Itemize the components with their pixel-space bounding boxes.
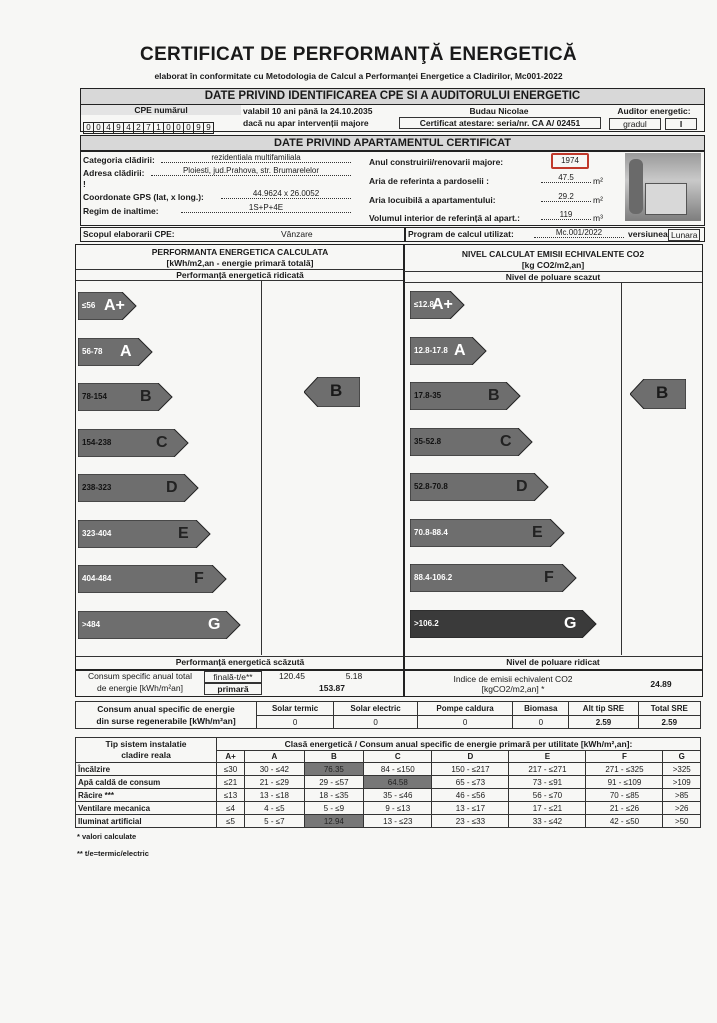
class-letter-header: F xyxy=(586,751,663,763)
cpe-digit: 9 xyxy=(203,122,214,134)
co2-divider xyxy=(621,282,622,655)
purpose-label: Scopul elaborarii CPE: xyxy=(83,229,175,239)
co2-panel xyxy=(403,244,703,671)
final-label: finală-t/e** xyxy=(204,671,262,683)
band-letter: G xyxy=(208,615,221,633)
cpe-digit: 2 xyxy=(133,122,144,134)
band-range: ≤12.8 xyxy=(414,300,434,309)
table-row xyxy=(76,776,701,789)
class-cell: >325 xyxy=(663,763,701,776)
co2-index-value: 24.89 xyxy=(650,679,672,689)
cpe-digit: 9 xyxy=(193,122,204,134)
page-subtitle: elaborat în conformitate cu Metodologia de Calcul a Performanței Energetice a Cladirilor, Mc001-2022 xyxy=(154,71,563,81)
ref-area-value: 47.5 xyxy=(541,173,591,183)
co2-class-letter: B xyxy=(656,383,669,402)
class-cell: 65 - ≤73 xyxy=(432,776,509,789)
class-cell: 5 - ≤9 xyxy=(304,802,364,815)
band-letter: D xyxy=(166,479,178,496)
class-cell: 46 - ≤56 xyxy=(432,789,509,802)
class-cell: 5 - ≤7 xyxy=(245,815,305,828)
band-range: 78-154 xyxy=(82,392,107,401)
version-value: Lunara xyxy=(668,229,700,241)
apartment-heading: DATE PRIVIND APARTAMENTUL CERTIFICAT xyxy=(80,135,705,152)
band-a xyxy=(78,338,154,366)
sre-header: Pompe caldura xyxy=(417,702,512,716)
band-range: ≤56 xyxy=(82,301,96,310)
cpe-digit: 7 xyxy=(143,122,154,134)
class-cell: 13 - ≤23 xyxy=(364,815,432,828)
class-cell: 12.94 xyxy=(304,815,364,828)
volume-label: Volumul interior de referință al apart.: xyxy=(369,213,520,223)
address-extra: ! xyxy=(83,179,86,189)
class-cell: 23 - ≤33 xyxy=(432,815,509,828)
class-cell: 9 - ≤13 xyxy=(364,802,432,815)
co2-heading2: [kg CO2/m2,an] xyxy=(521,260,585,270)
auditor-label: Auditor energetic: xyxy=(617,106,691,116)
identification-block xyxy=(80,104,705,132)
sre-value: 0 xyxy=(334,716,418,729)
energy-class-indicator xyxy=(304,377,360,412)
class-cell: 4 - ≤5 xyxy=(245,802,305,815)
band-range: 52.8-70.8 xyxy=(414,482,448,491)
band-range: >484 xyxy=(82,619,101,629)
class-cell: 73 - ≤91 xyxy=(509,776,586,789)
class-cell: 70 - ≤85 xyxy=(586,789,663,802)
energy-footer: Performanță energetică scăzută xyxy=(76,656,404,667)
class-letter-header: D xyxy=(432,751,509,763)
class-cell: >85 xyxy=(663,789,701,802)
year-label: Anul construirii/renovarii majore: xyxy=(369,157,504,167)
cpe-digit: 0 xyxy=(173,122,184,134)
class-cell: >50 xyxy=(663,815,701,828)
grade-value: I xyxy=(665,118,697,130)
cpe-digit: 4 xyxy=(103,122,114,134)
co2-class-indicator xyxy=(630,379,686,414)
band-range: 12.8-17.8 xyxy=(414,345,448,355)
consumption-block xyxy=(75,669,405,697)
purpose-value: Vânzare xyxy=(281,229,313,239)
class-letter-header: A xyxy=(245,751,305,763)
class-letter-header: A+ xyxy=(217,751,245,763)
category-label: Categoria clădirii: xyxy=(83,155,155,165)
band-range: 70.8-88.4 xyxy=(414,527,448,537)
band-letter: A+ xyxy=(104,297,125,314)
height-value: 1S+P+4E xyxy=(181,203,351,213)
cpe-digit: 0 xyxy=(83,122,94,134)
class-letter-header: C xyxy=(364,751,432,763)
sre-value: 0 xyxy=(417,716,512,729)
energy-heading2: [kWh/m2,an - energie primară totală] xyxy=(166,258,314,268)
building-photo xyxy=(625,153,701,221)
class-cell: 42 - ≤50 xyxy=(586,815,663,828)
primary-value: 153.87 xyxy=(319,683,345,693)
sre-value: 2.59 xyxy=(638,716,700,729)
validity-line1: valabil 10 ani până la 24.10.2035 xyxy=(243,106,373,116)
ref-area-unit: m² xyxy=(593,176,603,186)
class-cell: 21 - ≤29 xyxy=(245,776,305,789)
system-name: Iluminat artificial xyxy=(76,815,217,828)
band-range: 238-323 xyxy=(82,483,112,492)
table-row xyxy=(76,815,701,828)
band-range: >106.2 xyxy=(414,618,439,628)
living-area-unit: m² xyxy=(593,195,603,205)
energy-panel xyxy=(75,244,405,671)
cpe-digit: 0 xyxy=(93,122,104,134)
renewables-label xyxy=(76,702,257,729)
height-label: Regim de inaltime: xyxy=(83,206,159,216)
class-cell: 56 - ≤70 xyxy=(509,789,586,802)
system-name: Apă caldă de consum xyxy=(76,776,217,789)
class-cell: >109 xyxy=(663,776,701,789)
class-cell: 30 - ≤42 xyxy=(245,763,305,776)
grade-label: gradul xyxy=(609,118,661,130)
class-cell: ≤5 xyxy=(217,815,245,828)
co2-index-label1: Indice de emisii echivalent CO2 xyxy=(453,674,573,684)
class-cell: 21 - ≤26 xyxy=(586,802,663,815)
attestation: Certificat atestare: seria/nr. CA A/ 02451 xyxy=(399,117,601,129)
band-c xyxy=(410,428,534,456)
class-letter-header: E xyxy=(509,751,586,763)
consumption-label2: de energie [kWh/m²an] xyxy=(97,683,183,693)
class-cell: 150 - ≤217 xyxy=(432,763,509,776)
band-letter: F xyxy=(194,570,204,587)
living-area-value: 29.2 xyxy=(541,192,591,202)
band-letter: E xyxy=(532,523,543,541)
renewables-label1: Consum anual specific de energie xyxy=(97,704,235,714)
renewables-label2: din surse regenerabile [kWh/m²an] xyxy=(96,716,236,726)
sre-value: 0 xyxy=(257,716,334,729)
class-letter-header: G xyxy=(663,751,701,763)
cpe-digit: 0 xyxy=(163,122,174,134)
living-area-label: Aria locuibilă a apartamentului: xyxy=(369,195,496,205)
program-value: Mc.001/2022 xyxy=(534,228,624,238)
table-row xyxy=(76,763,701,776)
system-name: Ventilare mecanica xyxy=(76,802,217,815)
address-value: Ploiesti, jud.Prahova, str. Brumarelelor xyxy=(151,166,351,176)
band-letter: G xyxy=(564,614,577,632)
sre-header: Solar electric xyxy=(334,702,418,716)
band-letter: E xyxy=(178,524,189,542)
band-e xyxy=(78,520,212,548)
band-f xyxy=(78,565,228,593)
band-b xyxy=(78,383,174,411)
class-cell: ≤4 xyxy=(217,802,245,815)
cpe-digit: 1 xyxy=(153,122,164,134)
band-d xyxy=(78,474,200,502)
program-block xyxy=(405,227,705,242)
system-label2: cladire reala xyxy=(121,750,171,760)
system-name: Încălzire xyxy=(76,763,217,776)
band-aplus xyxy=(78,292,138,320)
band-letter: F xyxy=(544,569,554,586)
band-g xyxy=(78,611,242,639)
band-aplus xyxy=(410,291,466,319)
gps-label: Coordonate GPS (lat, x long.): xyxy=(83,192,204,202)
system-label1: Tip sistem instalatie xyxy=(105,739,187,749)
band-range: 56-78 xyxy=(82,346,103,356)
version-label: versiunea xyxy=(628,229,668,239)
sre-header: Total SRE xyxy=(638,702,700,716)
co2-heading3: Nivel de poluare scazut xyxy=(404,271,702,283)
band-letter: C xyxy=(156,433,168,451)
band-e xyxy=(410,519,566,547)
cpe-number xyxy=(83,117,213,135)
cpe-label: CPE numărul xyxy=(81,105,241,115)
class-cell: 217 - ≤271 xyxy=(509,763,586,776)
class-cell: ≤21 xyxy=(217,776,245,789)
apartment-block xyxy=(80,150,705,226)
table-row xyxy=(76,802,701,815)
band-c xyxy=(78,429,190,457)
page-title: CERTIFICAT DE PERFORMANŢĂ ENERGETICĂ xyxy=(140,44,577,65)
band-d xyxy=(410,473,550,501)
band-letter: C xyxy=(500,432,512,450)
validity-line2: dacă nu apar intervenții majore xyxy=(243,118,369,128)
band-letter: B xyxy=(140,388,152,405)
volume-unit: m³ xyxy=(593,213,603,223)
identification-heading: DATE PRIVIND IDENTIFICAREA CPE SI A AUDITORULUI ENERGETIC xyxy=(80,88,705,105)
class-cell: 29 - ≤57 xyxy=(304,776,364,789)
class-cell: ≤13 xyxy=(217,789,245,802)
class-cell: 64.58 xyxy=(364,776,432,789)
sre-value: 0 xyxy=(513,716,569,729)
class-cell: 91 - ≤109 xyxy=(586,776,663,789)
class-cell: >26 xyxy=(663,802,701,815)
energy-divider xyxy=(261,280,262,655)
co2-heading1: NIVEL CALCULAT EMISII ECHIVALENTE CO2 xyxy=(461,249,645,259)
co2-index-label2: [kgCO2/m2,an] * xyxy=(481,684,545,694)
class-cell: 271 - ≤325 xyxy=(586,763,663,776)
band-range: 35-52.8 xyxy=(414,436,442,446)
sre-value: 2.59 xyxy=(569,716,638,729)
table-row xyxy=(76,789,701,802)
primary-label: primară xyxy=(204,683,262,695)
energy-heading1: PERFORMANTA ENERGETICA CALCULATA xyxy=(151,247,329,257)
class-cell: 84 - ≤150 xyxy=(364,763,432,776)
volume-value: 119 xyxy=(541,210,591,220)
band-range: 404-484 xyxy=(82,574,112,583)
category-value: rezidentiala multifamiliala xyxy=(161,153,351,163)
address-label: Adresa clădirii: xyxy=(83,168,145,178)
co2-footer: Nivel de poluare ridicat xyxy=(404,656,702,667)
band-letter: A+ xyxy=(432,296,453,313)
sre-header: Alt tip SRE xyxy=(569,702,638,716)
cpe-digit: 9 xyxy=(113,122,124,134)
class-cell: 17 - ≤21 xyxy=(509,802,586,815)
consumption-label1: Consum specific anual total xyxy=(88,671,192,681)
band-letter: D xyxy=(516,478,528,495)
note-calculated: * valori calculate xyxy=(77,832,137,841)
band-range: 17.8-35 xyxy=(414,391,442,400)
band-range: 88.4-106.2 xyxy=(414,573,453,582)
class-cell: 35 - ≤46 xyxy=(364,789,432,802)
class-letter-header: B xyxy=(304,751,364,763)
renewables-table xyxy=(75,701,701,729)
energy-class-letter: B xyxy=(330,381,343,400)
final-thermal-value: 120.45 xyxy=(279,671,305,681)
program-label: Program de calcul utilizat: xyxy=(408,229,514,239)
class-cell: 18 - ≤35 xyxy=(304,789,364,802)
system-label xyxy=(76,738,217,763)
class-cell: 76.35 xyxy=(304,763,364,776)
band-letter: A xyxy=(454,341,466,359)
band-b xyxy=(410,382,522,410)
band-f xyxy=(410,564,578,592)
cpe-digit: 4 xyxy=(123,122,134,134)
energy-heading3: Performanță energetică ridicată xyxy=(76,269,404,281)
cpe-digit: 0 xyxy=(183,122,194,134)
ref-area-label: Aria de referinta a pardoselii : xyxy=(369,176,489,186)
final-electric-value: 5.18 xyxy=(345,671,363,681)
class-cell: ≤30 xyxy=(217,763,245,776)
gps-value: 44.9624 x 26.0052 xyxy=(221,189,351,199)
note-thermal-electric: ** t/e=termic/electric xyxy=(77,849,149,858)
band-g xyxy=(410,610,598,638)
sre-header: Solar termic xyxy=(257,702,334,716)
class-cell: 33 - ≤42 xyxy=(509,815,586,828)
band-a xyxy=(410,337,488,365)
auditor-name: Budau Nicolae xyxy=(469,106,529,116)
band-letter: B xyxy=(488,387,500,404)
classes-table xyxy=(75,737,701,828)
co2-index-block xyxy=(403,669,703,697)
band-letter: A xyxy=(120,342,132,360)
year-value: 1974 xyxy=(551,153,589,169)
class-cell: 13 - ≤17 xyxy=(432,802,509,815)
sre-header: Biomasa xyxy=(513,702,569,716)
purpose-block xyxy=(80,227,405,242)
band-range: 154-238 xyxy=(82,437,112,447)
classes-heading: Clasă energetică / Consum anual specific de energie primară per utilitate [kWh/m²,an]: xyxy=(217,738,701,751)
class-cell: 13 - ≤18 xyxy=(245,789,305,802)
system-name: Răcire *** xyxy=(76,789,217,802)
band-range: 323-404 xyxy=(82,528,112,538)
